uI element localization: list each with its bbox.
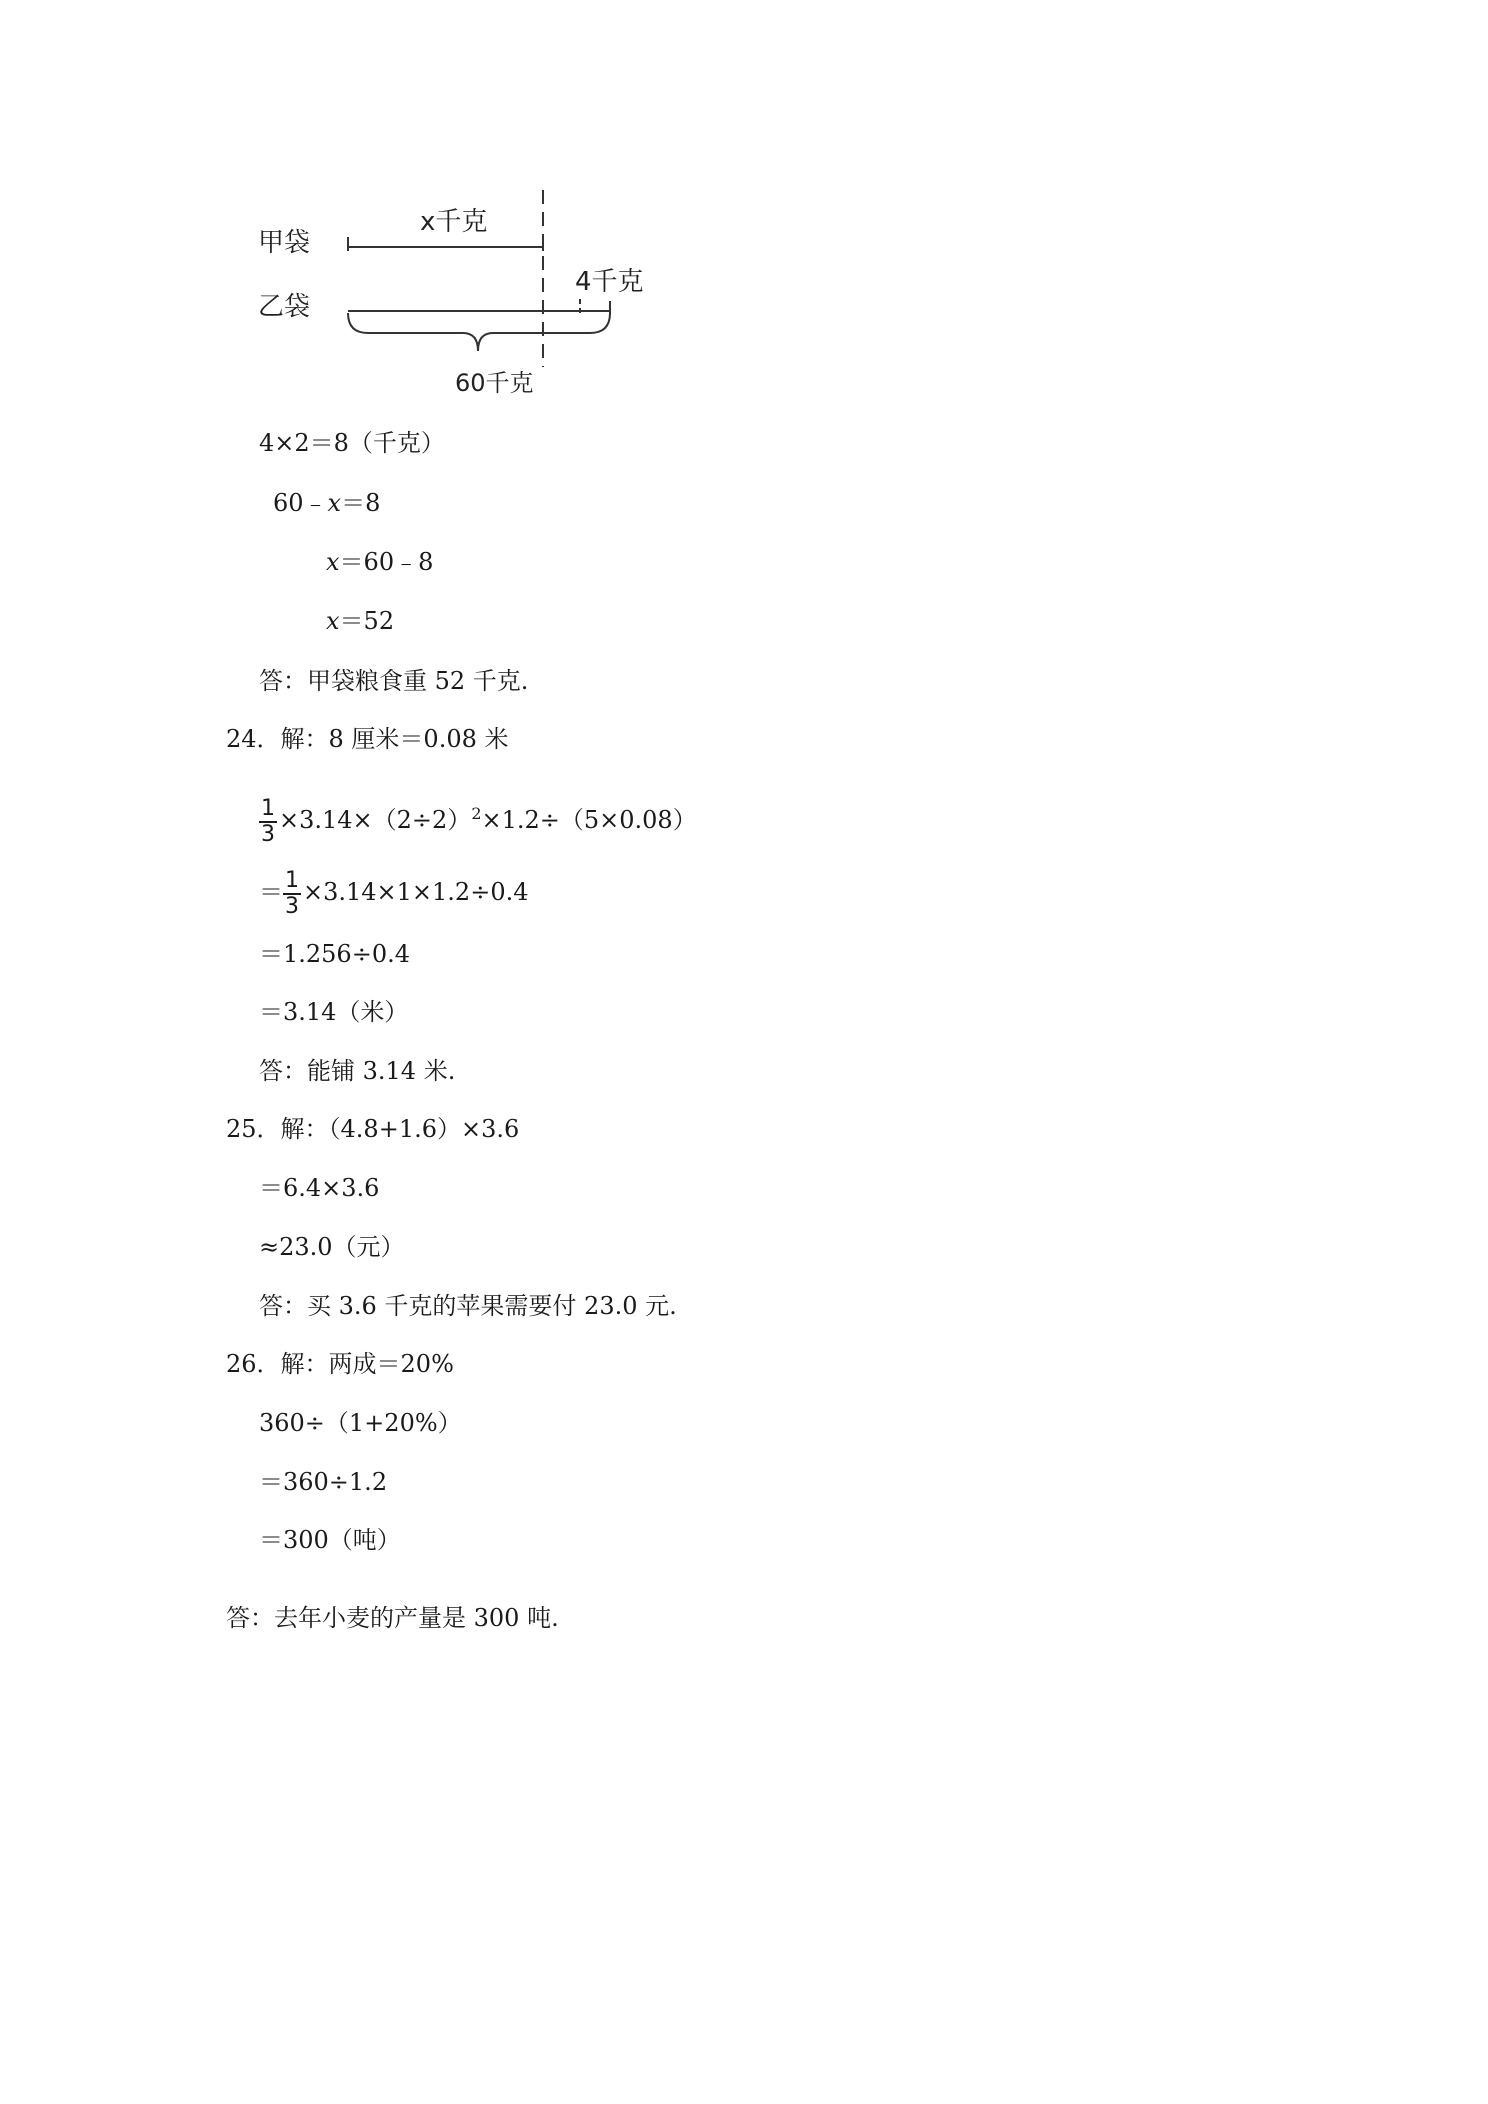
q23-step-2 xyxy=(326,547,433,577)
q23-variable: x xyxy=(327,489,342,517)
q24-step-3: ＝3.14（米） xyxy=(259,998,409,1026)
q24-step-1: ＝ $\frac{1}{3}$ ×3.14×1×1.2÷0.4 xyxy=(259,867,529,919)
q23-step-2-right: ＝60﹣8 xyxy=(339,548,434,576)
q23-variable: x xyxy=(326,548,340,576)
q23-answer: 答：甲袋粮食重 52 千克. xyxy=(259,667,529,695)
q23-variable: x xyxy=(326,607,340,635)
q26-step-3: ＝300（吨） xyxy=(259,1526,401,1554)
q25-answer: 答：买 3.6 千克的苹果需要付 23.0 元. xyxy=(259,1292,677,1320)
q24-expression: $\frac{1}{3}$ $\times 3.14\times(2\div 2)^2\times 1.2\div(5\times 0.08)$ xyxy=(261,795,697,847)
q26-heading: 26．解：两成＝20% xyxy=(226,1350,454,1378)
top-length-label: x千克 xyxy=(420,207,488,237)
total-brace xyxy=(348,313,610,351)
q25-heading: 25．解：（4.8+1.6）×3.6 xyxy=(226,1115,520,1143)
one-third-fraction: $\frac{1}{3}$ xyxy=(261,795,275,847)
q24-heading: 24．解：8 厘米＝0.08 米 xyxy=(226,725,509,753)
q23-equation-left: 60﹣ xyxy=(273,489,328,517)
q26-step-2: ＝360÷1.2 xyxy=(259,1468,388,1496)
q23-equation xyxy=(273,488,380,518)
bag-b-segment xyxy=(348,299,610,315)
bag-a-label: 甲袋 xyxy=(258,228,311,258)
q24-step-2: ＝1.256÷0.4 xyxy=(259,940,410,968)
q25-step-1: ＝6.4×3.6 xyxy=(259,1174,380,1202)
q26-step-1: 360÷（1+20%） xyxy=(259,1409,462,1437)
bag-b-label: 乙袋 xyxy=(258,292,311,322)
q23-step-3-right: ＝52 xyxy=(339,607,395,635)
q23-line-1: 4×2＝8（千克） xyxy=(259,429,445,457)
bag-weight-diagram xyxy=(250,185,670,405)
q25-step-2: ≈23.0（元） xyxy=(259,1233,405,1261)
small-length-label: 4千克 xyxy=(575,267,644,297)
bag-a-segment xyxy=(348,237,543,251)
one-third-fraction: $\frac{1}{3}$ xyxy=(285,867,299,919)
q24-answer: 答：能铺 3.14 米. xyxy=(259,1057,456,1085)
q23-step-3 xyxy=(326,606,394,636)
q23-equation-right: ＝8 xyxy=(341,489,381,517)
q26-answer: 答：去年小麦的产量是 300 吨. xyxy=(226,1604,559,1632)
brace-total-label: 60千克 xyxy=(455,369,534,397)
